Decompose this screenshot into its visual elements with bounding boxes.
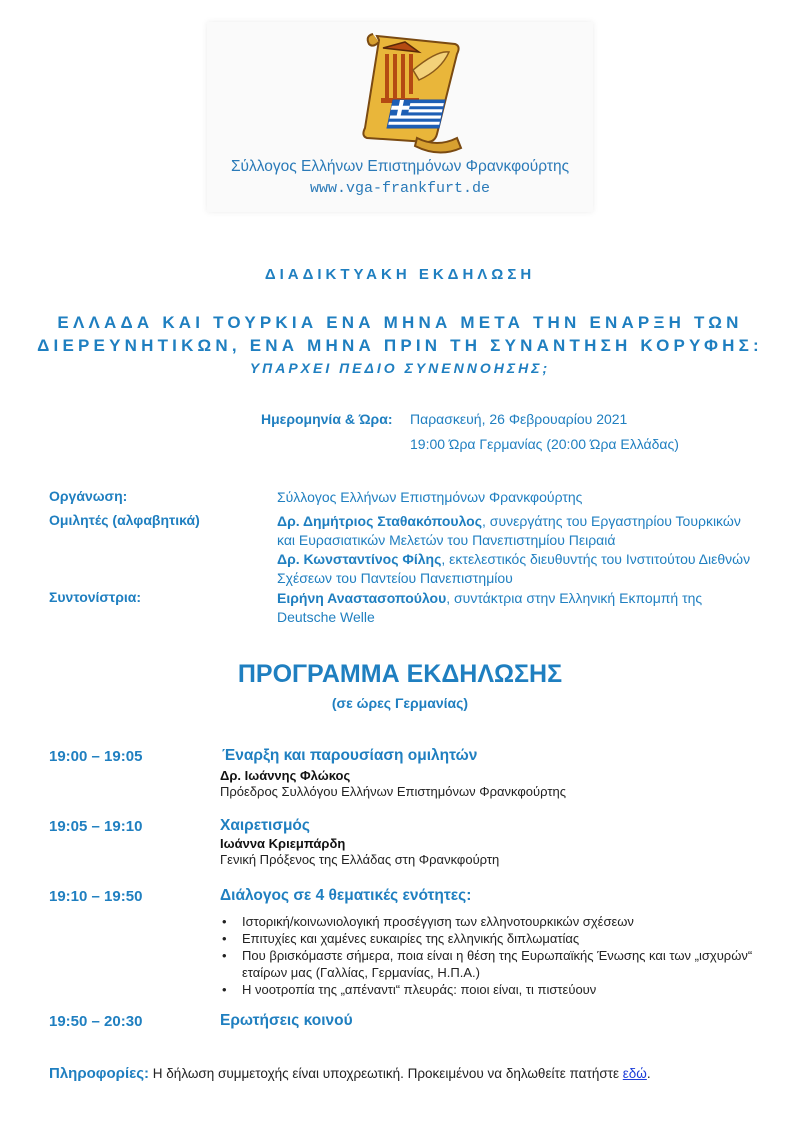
list-item: • Που βρισκόμαστε σήμερα, ποια είναι η θέση της Ευρωπαϊκής Ένωσης και των „ισχυρών“ εταίρων μας (Γαλλίας, Γερμανίας, Η.Π.Α.) [220, 947, 760, 981]
event-title-line1: ΕΛΛΑΔΑ ΚΑΙ ΤΟΥΡΚΙΑ ΕΝΑ ΜΗΝΑ ΜΕΤΑ ΤΗΝ ΕΝΑΡΞΗ ΤΩΝ [57, 313, 743, 332]
program-item-title: Διάλογος σε 4 θεματικές ενότητες: [220, 887, 472, 904]
program-item-person: Ιωάννα Κριεμπάρδη [220, 836, 346, 851]
moderator-label: Συντονίστρια: [49, 589, 142, 605]
speaker-2-name: Δρ. Κωνσταντίνος Φίλης [277, 551, 442, 567]
org-url: www.vga-frankfurt.de [309, 180, 491, 197]
event-subtitle: ΥΠΑΡΧΕΙ ΠΕΔΙΟ ΣΥΝΕΝΝΟΗΣΗΣ; [249, 360, 551, 376]
program-item-title: Χαιρετισμός [220, 817, 310, 834]
list-item: • Επιτυχίες και χαμένες ευκαιρίες της ελληνικής διπλωματίας [220, 930, 760, 947]
program-time: 19:00 – 19:05 [49, 748, 143, 765]
moderator-name: Ειρήνη Αναστασοπούλου [277, 590, 447, 606]
event-date: Παρασκευή, 26 Φεβρουαρίου 2021 [410, 411, 628, 427]
topic-list [220, 913, 760, 998]
info-end: . [646, 1066, 651, 1081]
event-type-heading: ΔΙΑΔΙΚΤΥΑΚΗ ΕΚΔΗΛΩΣΗ [264, 266, 536, 283]
program-item-title: Έναρξη και παρουσίαση ομιλητών [222, 747, 478, 764]
program-time: 19:10 – 19:50 [49, 888, 143, 905]
speaker-2 [277, 550, 757, 588]
list-item: • Η νοοτροπία της „απέναντι“ πλευράς: ποιοι είναι, τι πιστεύουν [220, 981, 760, 998]
program-time: 19:05 – 19:10 [49, 818, 143, 835]
speaker-2-role: , εκτελεστικός διευθυντής του Ινστιτούτου Διεθνών Σχέσεων του Παντείου Πανεπιστημίου [277, 551, 751, 586]
scroll-logo-icon [357, 30, 467, 154]
info-text: Η δήλωση συμμετοχής είναι υποχρεωτική. Προκειμένου να δηλωθείτε πατήστε [149, 1066, 623, 1081]
speaker-1-role: , συνεργάτης του Εργαστηρίου Τουρκικών και Ευρασιατικών Μελετών του Πανεπιστημίου Πειραιά [277, 513, 741, 548]
program-subtitle: (σε ώρες Γερμανίας) [331, 695, 469, 711]
program-item-role: Γενική Πρόξενος της Ελλάδας στη Φρανκφούρτη [220, 852, 500, 867]
program-item-role: Πρόεδρος Συλλόγου Ελλήνων Επιστημόνων Φρανκφούρτης [220, 784, 566, 799]
speaker-1-name: Δρ. Δημήτριος Σταθακόπουλος [277, 513, 483, 529]
organization-value: Σύλλογος Ελλήνων Επιστημόνων Φρανκφούρτης [277, 489, 583, 505]
program-time: 19:50 – 20:30 [49, 1013, 143, 1030]
moderator-role: , συντάκτρια στην Ελληνική Εκπομπή της Deutsche Welle [277, 590, 703, 625]
moderator [277, 589, 757, 627]
date-label: Ημερομηνία & Ώρα: [261, 411, 393, 427]
speaker-1 [277, 512, 757, 550]
info-label: Πληροφορίες: [49, 1065, 150, 1082]
info-footer [49, 1065, 651, 1082]
program-item-person: Δρ. Ιωάννης Φλώκος [220, 768, 351, 783]
program-item-title: Ερωτήσεις κοινού [220, 1012, 353, 1029]
org-name: Σύλλογος Ελλήνων Επιστημόνων Φρανκφούρτης [230, 158, 570, 175]
logo-block [207, 22, 593, 212]
register-link[interactable]: εδώ [622, 1066, 647, 1081]
event-title-line2: ΔΙΕΡΕΥΝΗΤΙΚΩΝ, ΕΝΑ ΜΗΝΑ ΠΡΙΝ ΤΗ ΣΥΝΑΝΤΗΣΗ ΚΟΡΥΦΗΣ: [37, 336, 763, 355]
speakers-label: Ομιλητές (αλφαβητικά) [49, 512, 200, 528]
program-title: ΠΡΟΓΡΑΜΜΑ ΕΚΔΗΛΩΣΗΣ [237, 660, 563, 688]
organization-label: Οργάνωση: [49, 488, 128, 504]
list-item: • Ιστορική/κοινωνιολογική προσέγγιση των ελληνοτουρκικών σχέσεων [220, 913, 760, 930]
event-time: 19:00 Ώρα Γερμανίας (20:00 Ώρα Ελλάδας) [410, 436, 679, 452]
